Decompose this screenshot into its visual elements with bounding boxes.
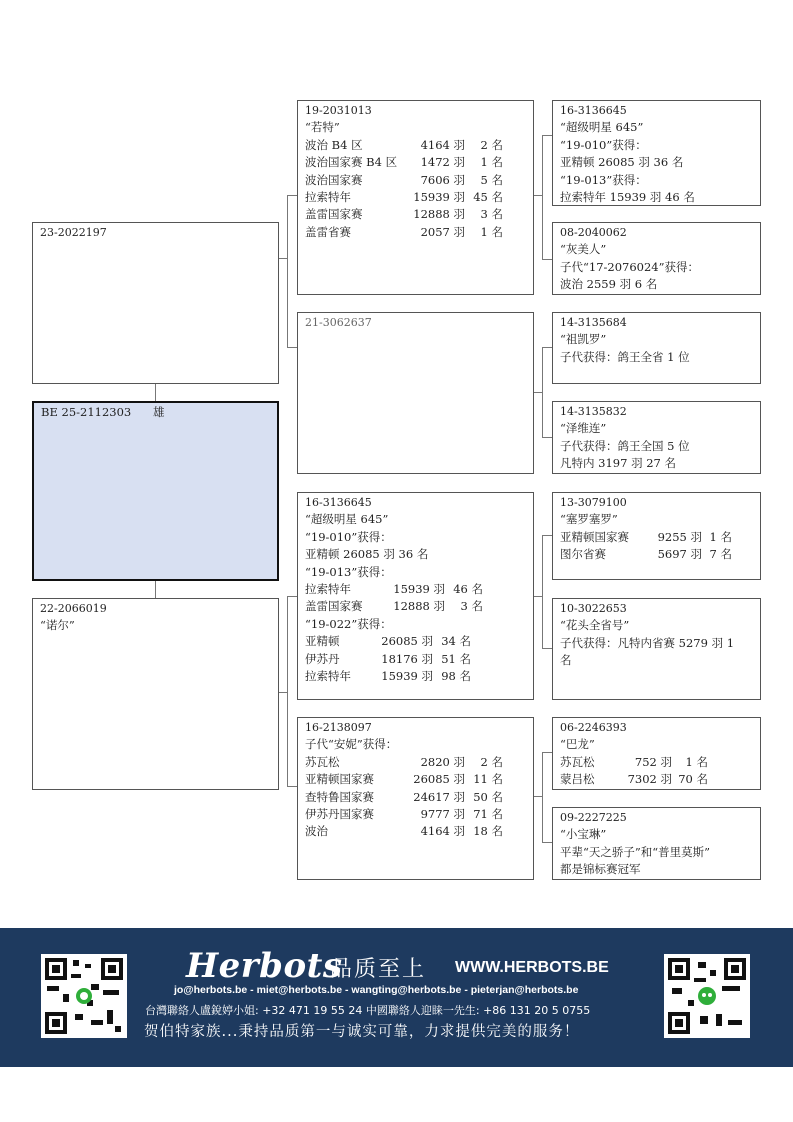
subject-card <box>32 401 279 581</box>
ddd-card <box>552 807 761 880</box>
ssd-line: “灰美人” <box>560 242 607 257</box>
placing: 98 名 <box>441 669 471 684</box>
dam-sire-results <box>305 581 526 616</box>
dam-sire-line: 亚精顿 26085 羽 36 名 <box>305 547 429 562</box>
race-name: 盖雷国家赛 <box>305 599 363 614</box>
result-row <box>305 598 526 615</box>
race-name: 苏瓦松 <box>305 754 340 769</box>
bird-count: 15939 羽 <box>413 190 465 205</box>
placing: 1 名 <box>685 754 708 769</box>
connector <box>542 135 552 136</box>
result-row <box>560 754 753 771</box>
connector <box>542 135 543 259</box>
dss-card <box>552 492 761 580</box>
dds-name: “巴龙” <box>560 737 595 752</box>
sire-dam-card <box>297 312 534 474</box>
placing: 1 名 <box>480 224 503 239</box>
race-name: 波治 <box>305 824 328 839</box>
qr-icon <box>41 954 127 1038</box>
dsd-ring: 10-3022653 <box>560 602 627 615</box>
dam-sire-line: “19-013”获得： <box>305 564 392 579</box>
sire-ring: 23-2022197 <box>40 226 107 239</box>
sds-line: 子代获得：鸽王全省 1 位 <box>560 349 690 364</box>
connector <box>542 535 552 536</box>
dsd-line: 子代获得：凡特内省赛 5279 羽 1 <box>560 635 735 650</box>
connector <box>278 258 287 259</box>
bird-count: 9777 羽 <box>420 807 465 822</box>
subject-sex: 雄 <box>153 405 165 419</box>
race-name: 波治 B4 区 <box>305 137 363 152</box>
dam-sire-line: “19-010”获得： <box>305 529 392 544</box>
dss-ring: 13-3079100 <box>560 496 627 509</box>
placing: 5 名 <box>480 172 503 187</box>
dam-sire-line: “超级明星 645” <box>305 512 389 527</box>
subject-ring: BE 25-2112303 <box>41 405 132 419</box>
ddd-line: 平辈“天之骄子”和“普里莫斯” <box>560 844 711 859</box>
result-row <box>305 581 526 598</box>
connector <box>287 195 288 347</box>
placing: 11 名 <box>473 772 503 787</box>
race-name: 伊苏丹国家赛 <box>305 807 374 822</box>
dam-name: “诺尔” <box>40 618 75 633</box>
sss-card <box>552 100 761 206</box>
sdd-ring: 14-3135832 <box>560 405 627 418</box>
bird-count: 12888 羽 <box>413 207 465 222</box>
result-row <box>305 137 526 154</box>
connector <box>542 842 552 843</box>
sire-sire-card <box>297 100 534 295</box>
email-contacts[interactable]: jo@herbots.be - miet@herbots.be - wangting@herbots.be - pieterjan@herbots.be <box>174 984 579 996</box>
result-row <box>560 771 753 788</box>
bird-count: 4164 羽 <box>420 137 465 152</box>
result-row <box>305 154 526 171</box>
website-link[interactable]: WWW.HERBOTS.BE <box>455 959 609 976</box>
dam-sire-line: “19-022”获得： <box>305 616 392 631</box>
bird-count: 5697 羽 <box>657 547 702 562</box>
placing: 3 名 <box>480 207 503 222</box>
race-name: 蒙吕松 <box>560 772 595 787</box>
placing: 70 名 <box>678 772 708 787</box>
connector <box>533 195 542 196</box>
placing: 50 名 <box>473 789 503 804</box>
placing: 1 名 <box>480 155 503 170</box>
dam-ring: 22-2066019 <box>40 602 107 615</box>
bird-count: 2820 羽 <box>420 754 465 769</box>
result-row <box>305 172 526 189</box>
connector <box>287 786 297 787</box>
bird-count: 752 羽 <box>634 754 672 769</box>
motto: 贺伯特家族...秉持品质第一与诚实可靠，力求提供完美的服务！ <box>144 1024 580 1040</box>
connector <box>542 437 552 438</box>
sss-ring: 16-3136645 <box>560 104 627 117</box>
bird-count: 7606 羽 <box>420 172 465 187</box>
connector <box>533 392 542 393</box>
ssd-card <box>552 222 761 295</box>
bird-count: 15939 羽 <box>393 582 445 597</box>
race-name: 拉索特年 <box>305 669 351 684</box>
dss-results <box>560 529 753 564</box>
sds-card <box>552 312 761 384</box>
sss-line: “19-010”获得： <box>560 137 647 152</box>
ddd-line: 都是锦标赛冠军 <box>560 862 641 877</box>
dam-card <box>32 598 279 790</box>
race-name: 盖雷省赛 <box>305 224 351 239</box>
sss-line: 拉索特年 15939 羽 46 名 <box>560 190 695 205</box>
sdd-line: 子代获得：鸽王全国 5 位 <box>560 438 690 453</box>
placing: 7 名 <box>709 547 732 562</box>
bird-count: 12888 羽 <box>393 599 445 614</box>
dsd-card <box>552 598 761 700</box>
qr-code-left <box>41 954 127 1038</box>
dds-card <box>552 717 761 790</box>
connector <box>542 347 552 348</box>
bird-count: 7302 羽 <box>627 772 672 787</box>
result-row <box>305 789 526 806</box>
dam-dam-ring: 16-2138097 <box>305 721 372 734</box>
connector <box>542 535 543 648</box>
dam-sire-ring: 16-3136645 <box>305 496 372 509</box>
sire-dam-ring: 21-3062637 <box>305 316 372 329</box>
race-name: 拉索特年 <box>305 190 351 205</box>
ddd-ring: 09-2227225 <box>560 811 627 824</box>
sire-sire-ring: 19-2031013 <box>305 104 372 117</box>
result-row <box>305 651 526 668</box>
placing: 2 名 <box>480 137 503 152</box>
connector <box>533 796 542 797</box>
sss-line: 亚精顿 26085 羽 36 名 <box>560 155 684 170</box>
race-name: 亚精顿国家赛 <box>305 772 374 787</box>
result-row <box>305 668 526 685</box>
connector <box>533 596 542 597</box>
ssd-line: 波治 2559 羽 6 名 <box>560 277 658 292</box>
race-name: 亚精顿国家赛 <box>560 529 629 544</box>
result-row <box>560 529 753 546</box>
footer-banner <box>0 928 793 1067</box>
bird-count: 24617 羽 <box>413 789 465 804</box>
connector <box>287 596 297 597</box>
bird-count: 1472 羽 <box>420 155 465 170</box>
race-name: 查特鲁国家赛 <box>305 789 374 804</box>
dds-results <box>560 754 753 789</box>
bird-count: 9255 羽 <box>657 529 702 544</box>
wechat-qr-icon <box>664 954 750 1038</box>
race-name: 亚精顿 <box>305 634 340 649</box>
placing: 1 名 <box>709 529 732 544</box>
connector <box>542 752 552 753</box>
dam-dam-line: 子代“安妮”获得： <box>305 737 398 752</box>
placing: 45 名 <box>473 190 503 205</box>
result-row <box>305 206 526 223</box>
ssd-ring: 08-2040062 <box>560 226 627 239</box>
connector <box>542 347 543 437</box>
placing: 3 名 <box>460 599 483 614</box>
slogan: 品质至上 <box>330 957 427 982</box>
dsd-line: 名 <box>560 653 572 668</box>
dam-sire-results <box>305 633 526 685</box>
subject-header <box>41 404 270 421</box>
bird-count: 4164 羽 <box>420 824 465 839</box>
bird-count: 2057 羽 <box>420 224 465 239</box>
connector <box>287 596 288 786</box>
dam-sire-card <box>297 492 534 700</box>
sds-line: “祖凯罗” <box>560 332 607 347</box>
race-name: 波治国家赛 B4 区 <box>305 155 398 170</box>
race-name: 波治国家赛 <box>305 172 363 187</box>
connector <box>542 259 552 260</box>
placing: 2 名 <box>480 754 503 769</box>
dsd-line: “花头全省号” <box>560 618 630 633</box>
placing: 18 名 <box>473 824 503 839</box>
race-name: 盖雷国家赛 <box>305 207 363 222</box>
result-row <box>560 546 753 563</box>
result-row <box>305 224 526 241</box>
sdd-line: “泽维连” <box>560 421 607 436</box>
result-row <box>305 633 526 650</box>
race-name: 苏瓦松 <box>560 754 595 769</box>
phone-contacts: 台灣聯絡人盧銳婷小姐: +32 471 19 55 24 中國聯絡人迎睐一先生: +86 131 20 5 0755 <box>145 1004 591 1017</box>
race-name: 拉索特年 <box>305 582 351 597</box>
bird-count: 18176 羽 <box>381 651 433 666</box>
result-row <box>305 823 526 840</box>
dss-name: “塞罗塞罗” <box>560 512 618 527</box>
race-name: 伊苏丹 <box>305 651 340 666</box>
bird-count: 26085 羽 <box>413 772 465 787</box>
sss-line: “超级明星 645” <box>560 120 644 135</box>
bird-count: 26085 羽 <box>381 634 433 649</box>
connector <box>278 692 287 693</box>
result-row <box>305 189 526 206</box>
race-name: 图尔省赛 <box>560 547 606 562</box>
brand-logo: Herbots <box>186 946 343 986</box>
placing: 71 名 <box>473 807 503 822</box>
connector <box>542 648 552 649</box>
sss-line: “19-013”获得： <box>560 172 647 187</box>
sire-sire-name: “若特” <box>305 120 340 135</box>
dds-ring: 06-2246393 <box>560 721 627 734</box>
sds-ring: 14-3135684 <box>560 316 627 329</box>
connector <box>155 383 156 402</box>
connector <box>287 195 297 196</box>
sire-card <box>32 222 279 384</box>
sire-sire-results <box>305 137 526 241</box>
placing: 51 名 <box>441 651 471 666</box>
bird-count: 15939 羽 <box>381 669 433 684</box>
placing: 46 名 <box>453 582 483 597</box>
qr-code-right <box>664 954 750 1038</box>
sdd-card <box>552 401 761 474</box>
dam-dam-card <box>297 717 534 880</box>
connector <box>542 752 543 842</box>
sdd-line: 凡特内 3197 羽 27 名 <box>560 456 677 471</box>
result-row <box>305 806 526 823</box>
connector <box>155 580 156 598</box>
placing: 34 名 <box>441 634 471 649</box>
connector <box>287 347 297 348</box>
ddd-line: “小宝琳” <box>560 827 607 842</box>
result-row <box>305 754 526 771</box>
dam-dam-results <box>305 754 526 841</box>
ssd-line: 子代“17-2076024”获得： <box>560 259 699 274</box>
result-row <box>305 771 526 788</box>
